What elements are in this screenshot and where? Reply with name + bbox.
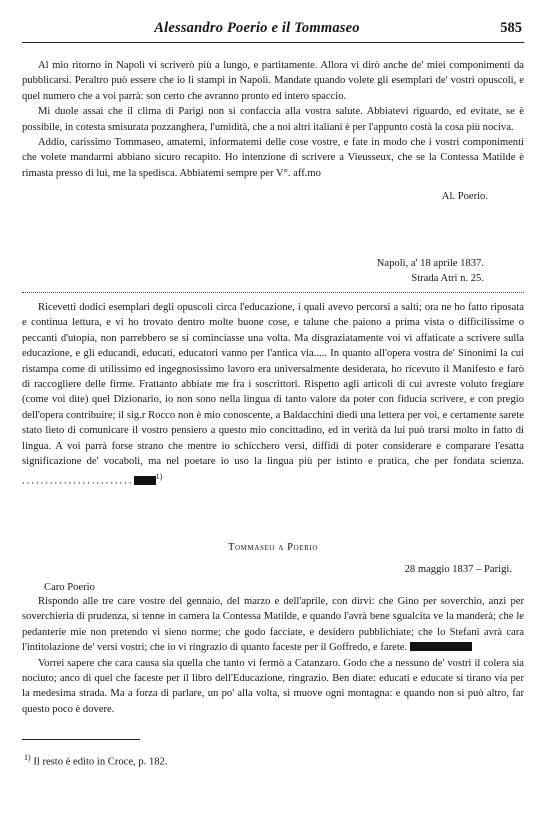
- letter2-date: Napoli, a' 18 aprile 1837.: [376, 258, 484, 269]
- ink-blot: [134, 476, 156, 485]
- letter3-salutation: Caro Poerio: [44, 581, 95, 593]
- footnote-line: [22, 750, 524, 770]
- letter3-paragraph-1-text: Rispondo alle tre care vostre del gennaio, del marzo e dell'aprile, con dirvi: che Gino per soverchio, anzi per soverchieria di prudenza, si tenne in camera la Contessa Matilde, e quando l'avrà bene sgualcita ve la manderà; che le pedanterie mie non pretendo vi sieno norme; che godo facciate, e desidero pubblichiate; che lo Stefani avrà cara l'intitolazione de' versi vostri; che io vi ringrazio di quanto faceste per il Goffredo, e farete.: [22, 596, 524, 654]
- letter2-address: Strada Atri n. 25.: [411, 273, 484, 285]
- ink-blot-2: [410, 642, 472, 651]
- letter2-leader-dots: ........................: [22, 476, 134, 487]
- footnote: [22, 750, 524, 770]
- letter3-heading: Tommaseo a Poerio: [227, 542, 319, 553]
- letter2-paragraph: [22, 300, 524, 489]
- running-header: [22, 20, 522, 40]
- letter1-paragraph-2: Mi duole assai che il clima di Parigi non si confaccia alla vostra salute. Abbiatevi riguardo, ed evitate, se è possibile, in cotesta smisurata pozzanghera, l'umidità, che a noi altri italiani è per l'appunto costà la cosa più nociva.: [22, 106, 524, 133]
- header-rule: [22, 42, 524, 43]
- letter3-paragraph-1: [22, 594, 524, 656]
- footnote-rule: [22, 739, 140, 740]
- letter1-paragraph-1: Al mio ritorno in Napoli vi scriverò più a lungo, e partitamente. Allora vi dirò anche de' miei componimenti da pubblicarsi. Peraltro può essere che io li stampi in Napoli. Mandate quando volete gli esemplari de' vostri opuscoli, e quel numero che a voi parrà: son certo che avranno pronto ed intero spaccio.: [22, 60, 524, 102]
- letter3-heading-block: [22, 540, 524, 595]
- footnote-marker: 1): [24, 753, 31, 762]
- letter1-signature: Al. Poerio.: [441, 191, 488, 203]
- letter2-dateline-block: [22, 256, 524, 287]
- dotted-separator: [22, 292, 524, 293]
- letter1-paragraph-3: Addio, carissimo Tommaseo, amatemi, informatemi delle cose vostre, e fate in modo che i vostri componimenti che volete mandarmi abbiano sicuro recapito. Ho intenzione di scrivere a Vieusseux, che se la Contessa Matilde è rimasta presso di lui, me la spedisca. Abbiatemi sempre per V°. aff.mo: [22, 137, 524, 179]
- letter3-body: [22, 594, 524, 717]
- letter3-paragraph-2: Vorrei sapere che cara causa sia quella che tanto vi fermò a Catanzaro. Godo che a nessuno de' vostri il colera sia nociuto; anco di quel che faceste per il libro dell'Educazione, ringrazio. Ben diate: educati e educate si tirano via per la medesima strada. Ma a forza di parlare, un po' alla volta, si muove ogni montagna: e quando non si può altro, far questo poco è dovere.: [22, 657, 524, 715]
- letter1-body: [22, 58, 524, 205]
- letter2-body: [22, 300, 524, 489]
- letter3-date: 28 maggio 1837 – Parigi.: [404, 564, 512, 576]
- letter2-footnote-marker: 1): [155, 472, 163, 482]
- letter2-paragraph-text: Ricevetti dodici esemplari degli opuscoli circa l'educazione, i quali avevo percorsi a salti; ora ne ho fatto riposata e continua lettura, e vi ho trovato dentro molte buone cose, e talune che paiono a prima vista o difficilissime o peccanti d'utopia, non parrebbero se si cominciasse una volta. Ma disgraziatamente voi vi affaticate a scrivere sulla educazione, e gli educandi, educati, educatori vanno per l'antica via..... In quanto all'opera vostra de' Sinonimi la cui ristampa come di utilissimo ed ingegnosissimo lavoro era universalmente desiderata, ho ricevuto il Manifesto e farò di raccogliere delle firme. Frattanto abbiate me fra i soscrittori. Rispetto agli articoli di cui avreste voluto fregiare (come voi dite) quel Dizionario, io non sono nella lingua di tanto valore da poter con fiducia scrivere, e con pregio dell'opera contribuire; il sig.r Rocco non è mio conoscente, a Baldacchini diedi una lettera per voi, e certamente sarete stato lieto di comunicare il vostro pensiero a questo mio concittadino, ed in verità da lui può trarsi molto in fatto di lingua. A voi parrà forse strano che mentre io schicchero versi, diffidi di poter considerare e comparare l'esatta significazione de' vocaboli, ma nel poetare io uso la lingua più per istinto e pratica, che per fondata scienza.: [22, 302, 524, 468]
- running-title: Alessandro Poerio e il Tommaseo: [154, 20, 360, 36]
- page-number: 585: [500, 20, 522, 36]
- footnote-text: Il resto è edito in Croce, p. 182.: [33, 756, 168, 768]
